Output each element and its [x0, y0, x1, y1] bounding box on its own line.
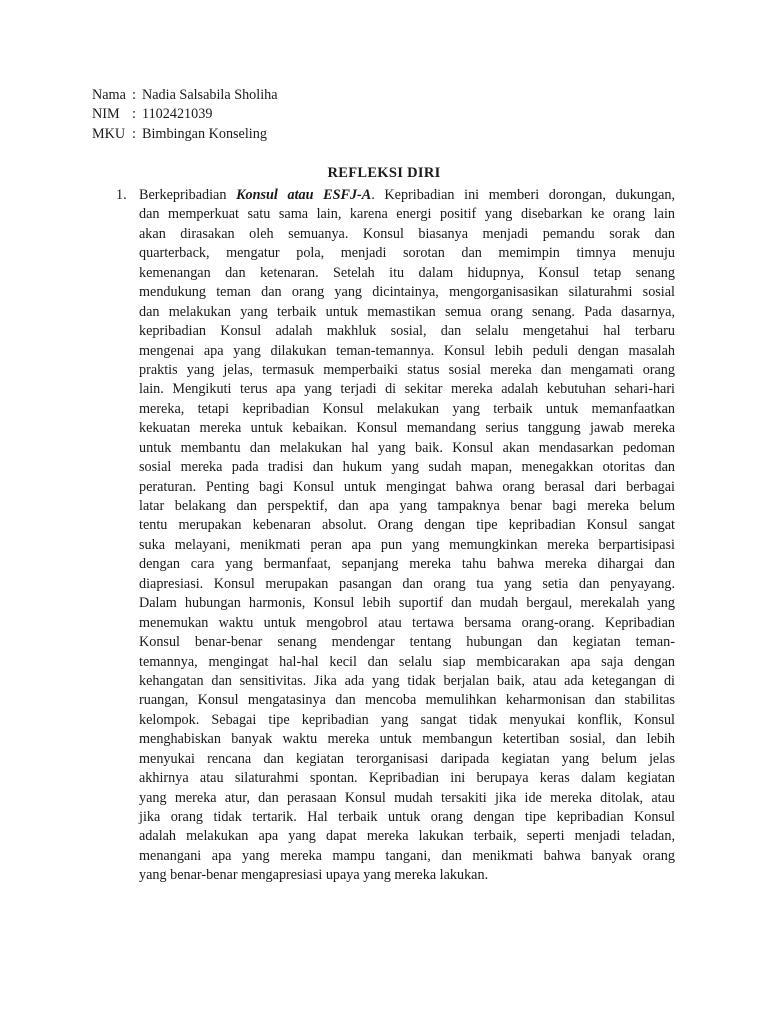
- paragraph-line: praktis yang jelas, termasuk memperbaiki status sosial mereka dan mengamati orang: [139, 361, 675, 378]
- paragraph-line: kelompok. Sebagai tipe kepribadian yang sangat tidak menyukai konflik, Konsul: [139, 711, 675, 728]
- paragraph-line: quarterback, mengatur pola, menjadi sorotan dan memimpin timnya menuju: [139, 245, 675, 262]
- paragraph-line: akan dirasakan oleh semuanya. Konsul biasanya menjadi pemandu sorak dan: [139, 225, 675, 242]
- mku-label: MKU: [92, 125, 126, 142]
- paragraph-line: Dalam hubungan harmonis, Konsul lebih suportif dan mudah bergaul, merekalah yang: [139, 595, 675, 612]
- paragraph-line: tentu merupakan kebenaran absolut. Orang dengan tipe kepribadian Konsul sangat: [139, 517, 675, 534]
- paragraph-line: menangani apa yang mereka mampu tangani, dan menikmati bahwa banyak orang: [139, 847, 675, 864]
- paragraph-line: yang benar-benar mengapresiasi upaya yang mereka lakukan.: [139, 867, 489, 884]
- student-info: [92, 86, 278, 144]
- mku-separator: :: [132, 125, 136, 142]
- paragraph-line: mengenai apa yang dilakukan teman-temannya. Konsul lebih peduli dengan masalah: [139, 342, 675, 359]
- nim-separator: :: [132, 106, 136, 123]
- paragraph-line: jika orang tidak tertarik. Hal terbaik untuk orang dengan tipe kepribadian Konsul: [139, 809, 675, 825]
- paragraph-line: kemenangan dan ketenaran. Setelah itu dalam hidupnya, Konsul tetap senang: [139, 264, 675, 281]
- paragraph-line: mereka, tetapi kepribadian Konsul melakukan yang terbaik untuk memanfaatkan: [139, 400, 675, 417]
- document-title: REFLEKSI DIRI: [327, 165, 441, 181]
- paragraph-line: kepribadian Konsul adalah makhluk sosial, dan selalu mengetahui hal terbaru: [139, 323, 675, 340]
- nama-separator: :: [132, 87, 136, 103]
- nama-label: Nama: [92, 87, 126, 103]
- paragraph-line: akhirnya atau silaturahmi spontan. Kepribadian ini berupaya keras dalam kegiatan: [139, 770, 675, 787]
- paragraph-line: dan memperkuat satu sama lain, karena energi positif yang disebarkan ke orang lain: [139, 206, 675, 223]
- paragraph-line: dengan cara yang bermanfaat, sepanjang mereka tahu bahwa mereka dihargai dan: [139, 556, 675, 573]
- paragraph-line: temannya, mengingat hal-hal kecil dan selalu siap membicarakan apa saja dengan: [139, 653, 675, 670]
- paragraph-line: Konsul benar-benar senang mendengar tentang hubungan dan kegiatan teman-: [139, 634, 675, 651]
- paragraph-line: menyukai rencana dan kegiatan terorganisasi daripada kegiatan yang belum jelas: [139, 750, 675, 767]
- paragraph-line: ruangan, Konsul mengatasinya dan mencoba memulihkan keharmonisan dan stabilitas: [139, 692, 675, 709]
- reflection-paragraph: [139, 186, 675, 886]
- paragraph-line: yang mereka atur, dan perasaan Konsul mudah tersakiti jika ide mereka ditolak, atau: [139, 789, 675, 806]
- nim-value: 1102421039: [142, 106, 213, 123]
- nama-value: Nadia Salsabila Sholiha: [142, 87, 278, 103]
- paragraph-line: mendukung teman dan orang yang dicintainya, mengorganisasikan silaturahmi sosial: [139, 284, 675, 301]
- paragraph-line: diapresiasi. Konsul merupakan pasangan dan orang tua yang setia dan penyayang.: [139, 575, 675, 592]
- paragraph-line: peraturan. Penting bagi Konsul untuk mengingat bahwa orang berasal dari berbagai: [139, 478, 675, 495]
- paragraph-line-first: [139, 186, 675, 205]
- paragraph-line: kehangatan dan sensitivitas. Jika ada yang tidak berjalan baik, atau ada ketegangan di: [139, 672, 675, 689]
- info-row-nim: [92, 105, 278, 124]
- paragraph-line: untuk membantu dan melakukan hal yang baik. Konsul akan mendasarkan pedoman: [139, 439, 675, 456]
- paragraph-line: menghabiskan banyak waktu mereka untuk membangun ketertiban sosial, dan lebih: [139, 731, 675, 748]
- paragraph-first-rest: . Kepribadian ini memberi dorongan, dukungan,: [371, 187, 676, 203]
- paragraph-line: latar belakang dan perspektif, dan apa yang tampaknya benar bagi mereka belum: [139, 498, 675, 514]
- paragraph-line: sosial mereka pada tradisi dan hukum yang sudah mapan, menegakkan otoritas dan: [139, 459, 675, 476]
- paragraph-line: suka melayani, menikmati peran apa pun yang memungkinkan mereka berpartisipasi: [139, 536, 675, 553]
- paragraph-line: menemukan waktu untuk mengobrol atau tertawa bersama orang-orang. Kepribadian: [139, 614, 675, 631]
- list-number: 1.: [116, 187, 127, 203]
- paragraph-line: kekuatan mereka untuk kebaikan. Konsul memandang serius tanggung jawab mereka: [139, 420, 675, 437]
- paragraph-line: dan melakukan yang terbaik untuk memastikan semua orang senang. Pada dasarnya,: [139, 303, 675, 320]
- info-row-mku: [92, 125, 278, 144]
- paragraph-line: adalah melakukan apa yang dapat mereka lakukan terbaik, seperti menjadi teladan,: [139, 828, 675, 845]
- paragraph-line: lain. Mengikuti terus apa yang terjadi di sekitar mereka adalah kebutuhan sehari-hari: [139, 381, 675, 398]
- mku-value: Bimbingan Konseling: [142, 125, 267, 142]
- info-row-nama: [92, 86, 278, 105]
- nim-label: NIM: [92, 106, 120, 123]
- paragraph-lead: Berkepribadian: [139, 187, 237, 203]
- personality-type: Konsul atau ESFJ-A: [236, 187, 372, 203]
